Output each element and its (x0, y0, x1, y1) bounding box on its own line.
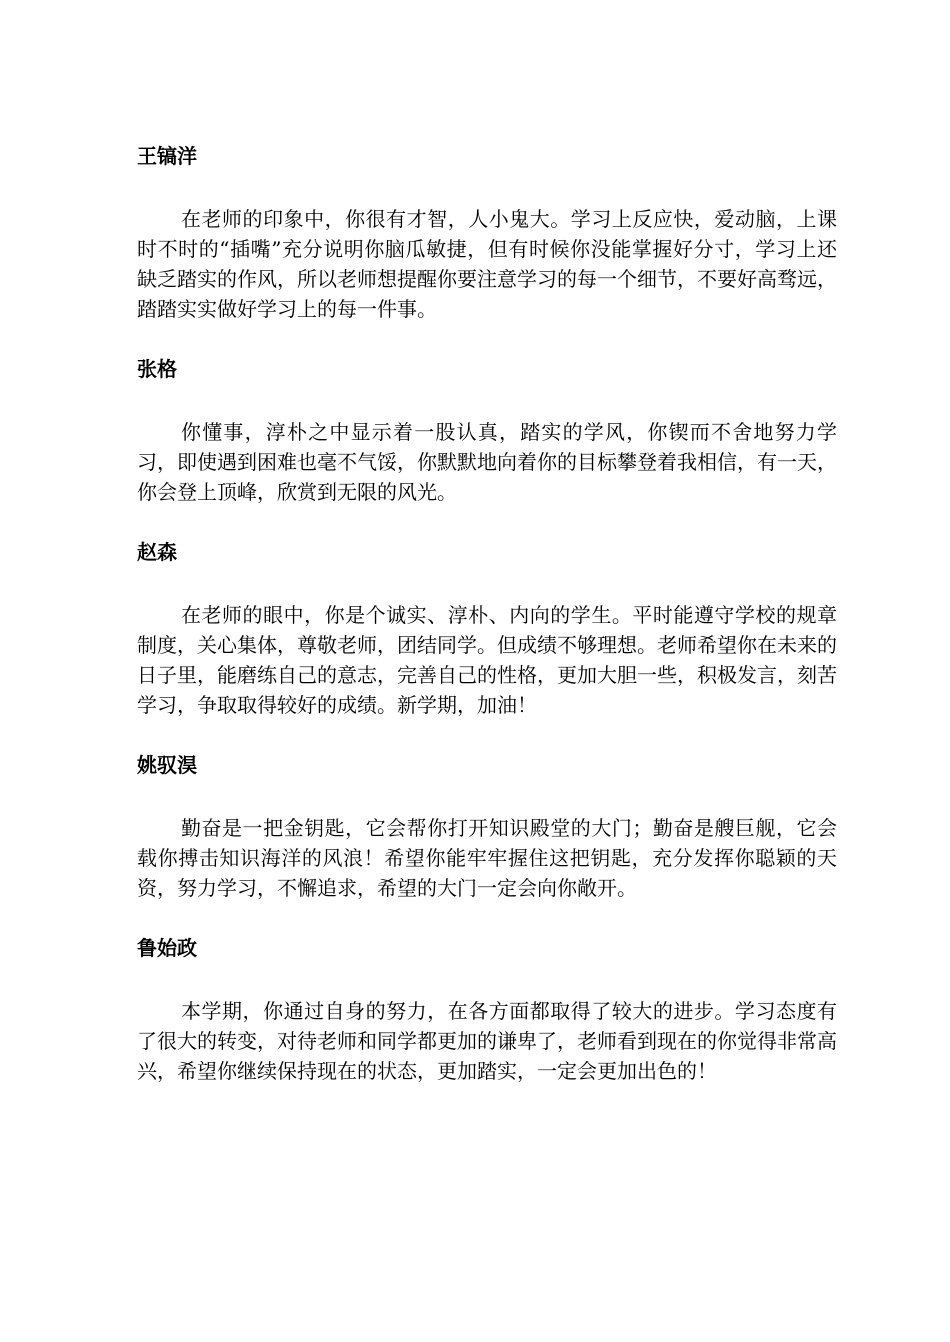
student-entry (137, 750, 837, 903)
student-entry (137, 537, 837, 720)
student-entry (137, 933, 837, 1086)
student-comment: 在老师的眼中，你是个诚实、淳朴、内向的学生。平时能遵守学校的规章制度，关心集体，尊敬老师，团结同学。但成绩不够理想。老师希望你在未来的日子里，能磨练自己的意志，完善自己的性格，更加大胆一些，积极发言，刻苦学习，争取取得较好的成绩。新学期，加油！ (137, 603, 837, 717)
student-name: 赵森 (137, 540, 177, 564)
student-entry (137, 141, 837, 324)
student-name: 张格 (137, 357, 177, 381)
document-page (137, 141, 837, 1116)
student-name: 姚驭淏 (137, 753, 197, 777)
student-name: 鲁始政 (137, 936, 197, 960)
student-comment: 你懂事，淳朴之中显示着一股认真，踏实的学风，你锲而不舍地努力学习，即使遇到困难也毫不气馁，你默默地向着你的目标攀登着我相信，有一天，你会登上顶峰，欣赏到无限的风光。 (137, 420, 837, 504)
student-comment: 勤奋是一把金钥匙，它会帮你打开知识殿堂的大门；勤奋是艘巨舰，它会载你搏击知识海洋的风浪！希望你能牢牢握住这把钥匙，充分发挥你聪颖的天资，努力学习，不懈追求，希望的大门一定会向你敞开。 (137, 816, 837, 900)
student-comment: 在老师的印象中，你很有才智，人小鬼大。学习上反应快，爱动脑，上课时不时的“插嘴”充分说明你脑瓜敏捷，但有时候你没能掌握好分寸，学习上还缺乏踏实的作风，所以老师想提醒你要注意学习的每一个细节，不要好高骛远，踏踏实实做好学习上的每一件事。 (137, 207, 837, 321)
student-comment: 本学期，你通过自身的努力，在各方面都取得了较大的进步。学习态度有了很大的转变，对待老师和同学都更加的谦卑了，老师看到现在的你觉得非常高兴，希望你继续保持现在的状态，更加踏实，一定会更加出色的！ (137, 999, 837, 1083)
student-name: 王镐洋 (137, 144, 197, 168)
student-entry (137, 354, 837, 507)
